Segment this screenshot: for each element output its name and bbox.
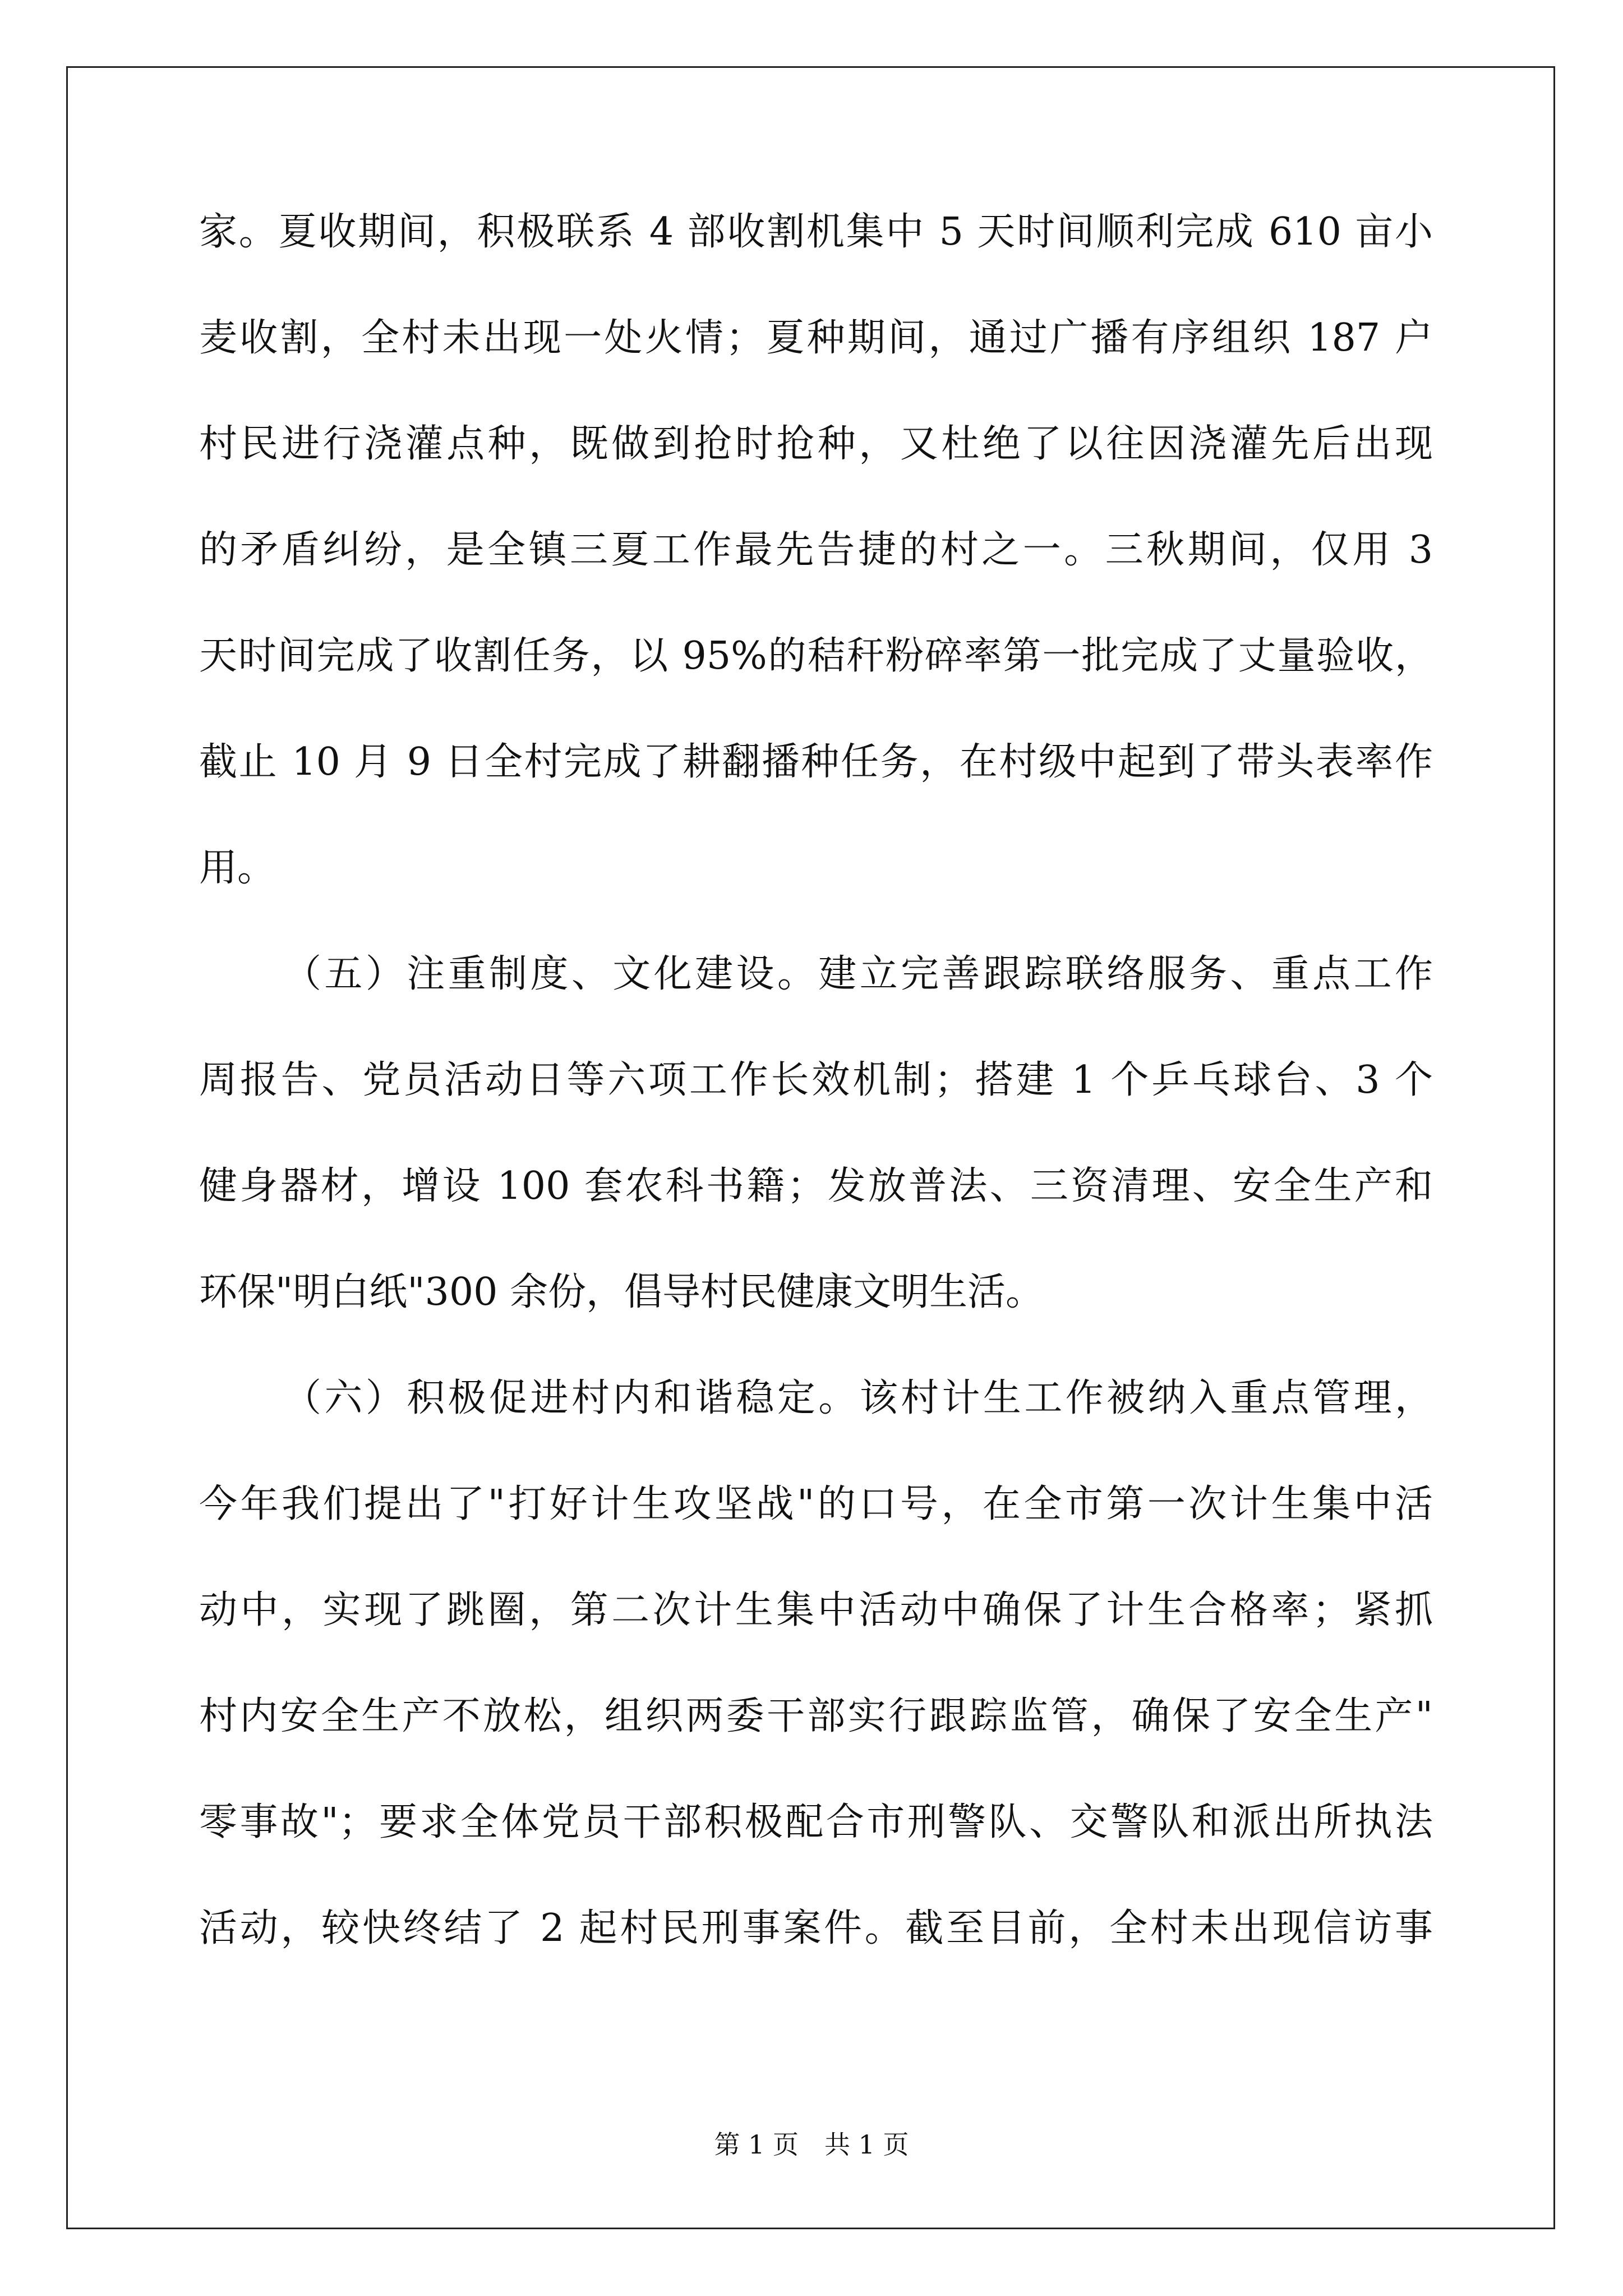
paragraph-line: 村内安全生产不放松，组织两委干部实行跟踪监管，确保了安全生产" bbox=[199, 1694, 1433, 1738]
paragraph-line: 今年我们提出了"打好计生攻坚战"的口号，在全市第一次计生集中活 bbox=[199, 1482, 1433, 1526]
section-heading-line: （五）注重制度、文化建设。建立完善跟踪联络服务、重点工作 bbox=[283, 952, 1433, 996]
paragraph-line: 截止 10 月 9 日全村完成了耕翻播种任务，在村级中起到了带头表率作 bbox=[199, 740, 1433, 784]
section-heading-line: （六）积极促进村内和谐稳定。该村计生工作被纳入重点管理， bbox=[283, 1376, 1433, 1420]
paragraph-line: 健身器材，增设 100 套农科书籍；发放普法、三资清理、安全生产和 bbox=[199, 1164, 1433, 1208]
paragraph-line: 动中，实现了跳圈，第二次计生集中活动中确保了计生合格率；紧抓 bbox=[199, 1588, 1433, 1632]
page-number: 第 1 页 共 1 页 bbox=[714, 2129, 909, 2160]
paragraph-line: 用。 bbox=[199, 846, 276, 890]
document-body bbox=[199, 210, 1433, 2016]
paragraph-line: 家。夏收期间，积极联系 4 部收割机集中 5 天时间顺利完成 610 亩小 bbox=[199, 210, 1433, 254]
paragraph-line: 零事故"；要求全体党员干部积极配合市刑警队、交警队和派出所执法 bbox=[199, 1800, 1433, 1844]
paragraph-line: 麦收割，全村未出现一处火情；夏种期间，通过广播有序组织 187 户 bbox=[199, 316, 1433, 360]
paragraph-line: 天时间完成了收割任务，以 95%的秸秆粉碎率第一批完成了丈量验收， bbox=[199, 634, 1433, 678]
paragraph-line: 周报告、党员活动日等六项工作长效机制；搭建 1 个乒乓球台、3 个 bbox=[199, 1058, 1433, 1102]
paragraph-line: 的矛盾纠纷，是全镇三夏工作最先告捷的村之一。三秋期间，仅用 3 bbox=[199, 528, 1433, 572]
paragraph-line: 环保"明白纸"300 余份，倡导村民健康文明生活。 bbox=[199, 1270, 1044, 1314]
paragraph-line: 活动，较快终结了 2 起村民刑事案件。截至目前，全村未出现信访事 bbox=[199, 1906, 1433, 1950]
paragraph-line: 村民进行浇灌点种，既做到抢时抢种，又杜绝了以往因浇灌先后出现 bbox=[199, 422, 1433, 466]
